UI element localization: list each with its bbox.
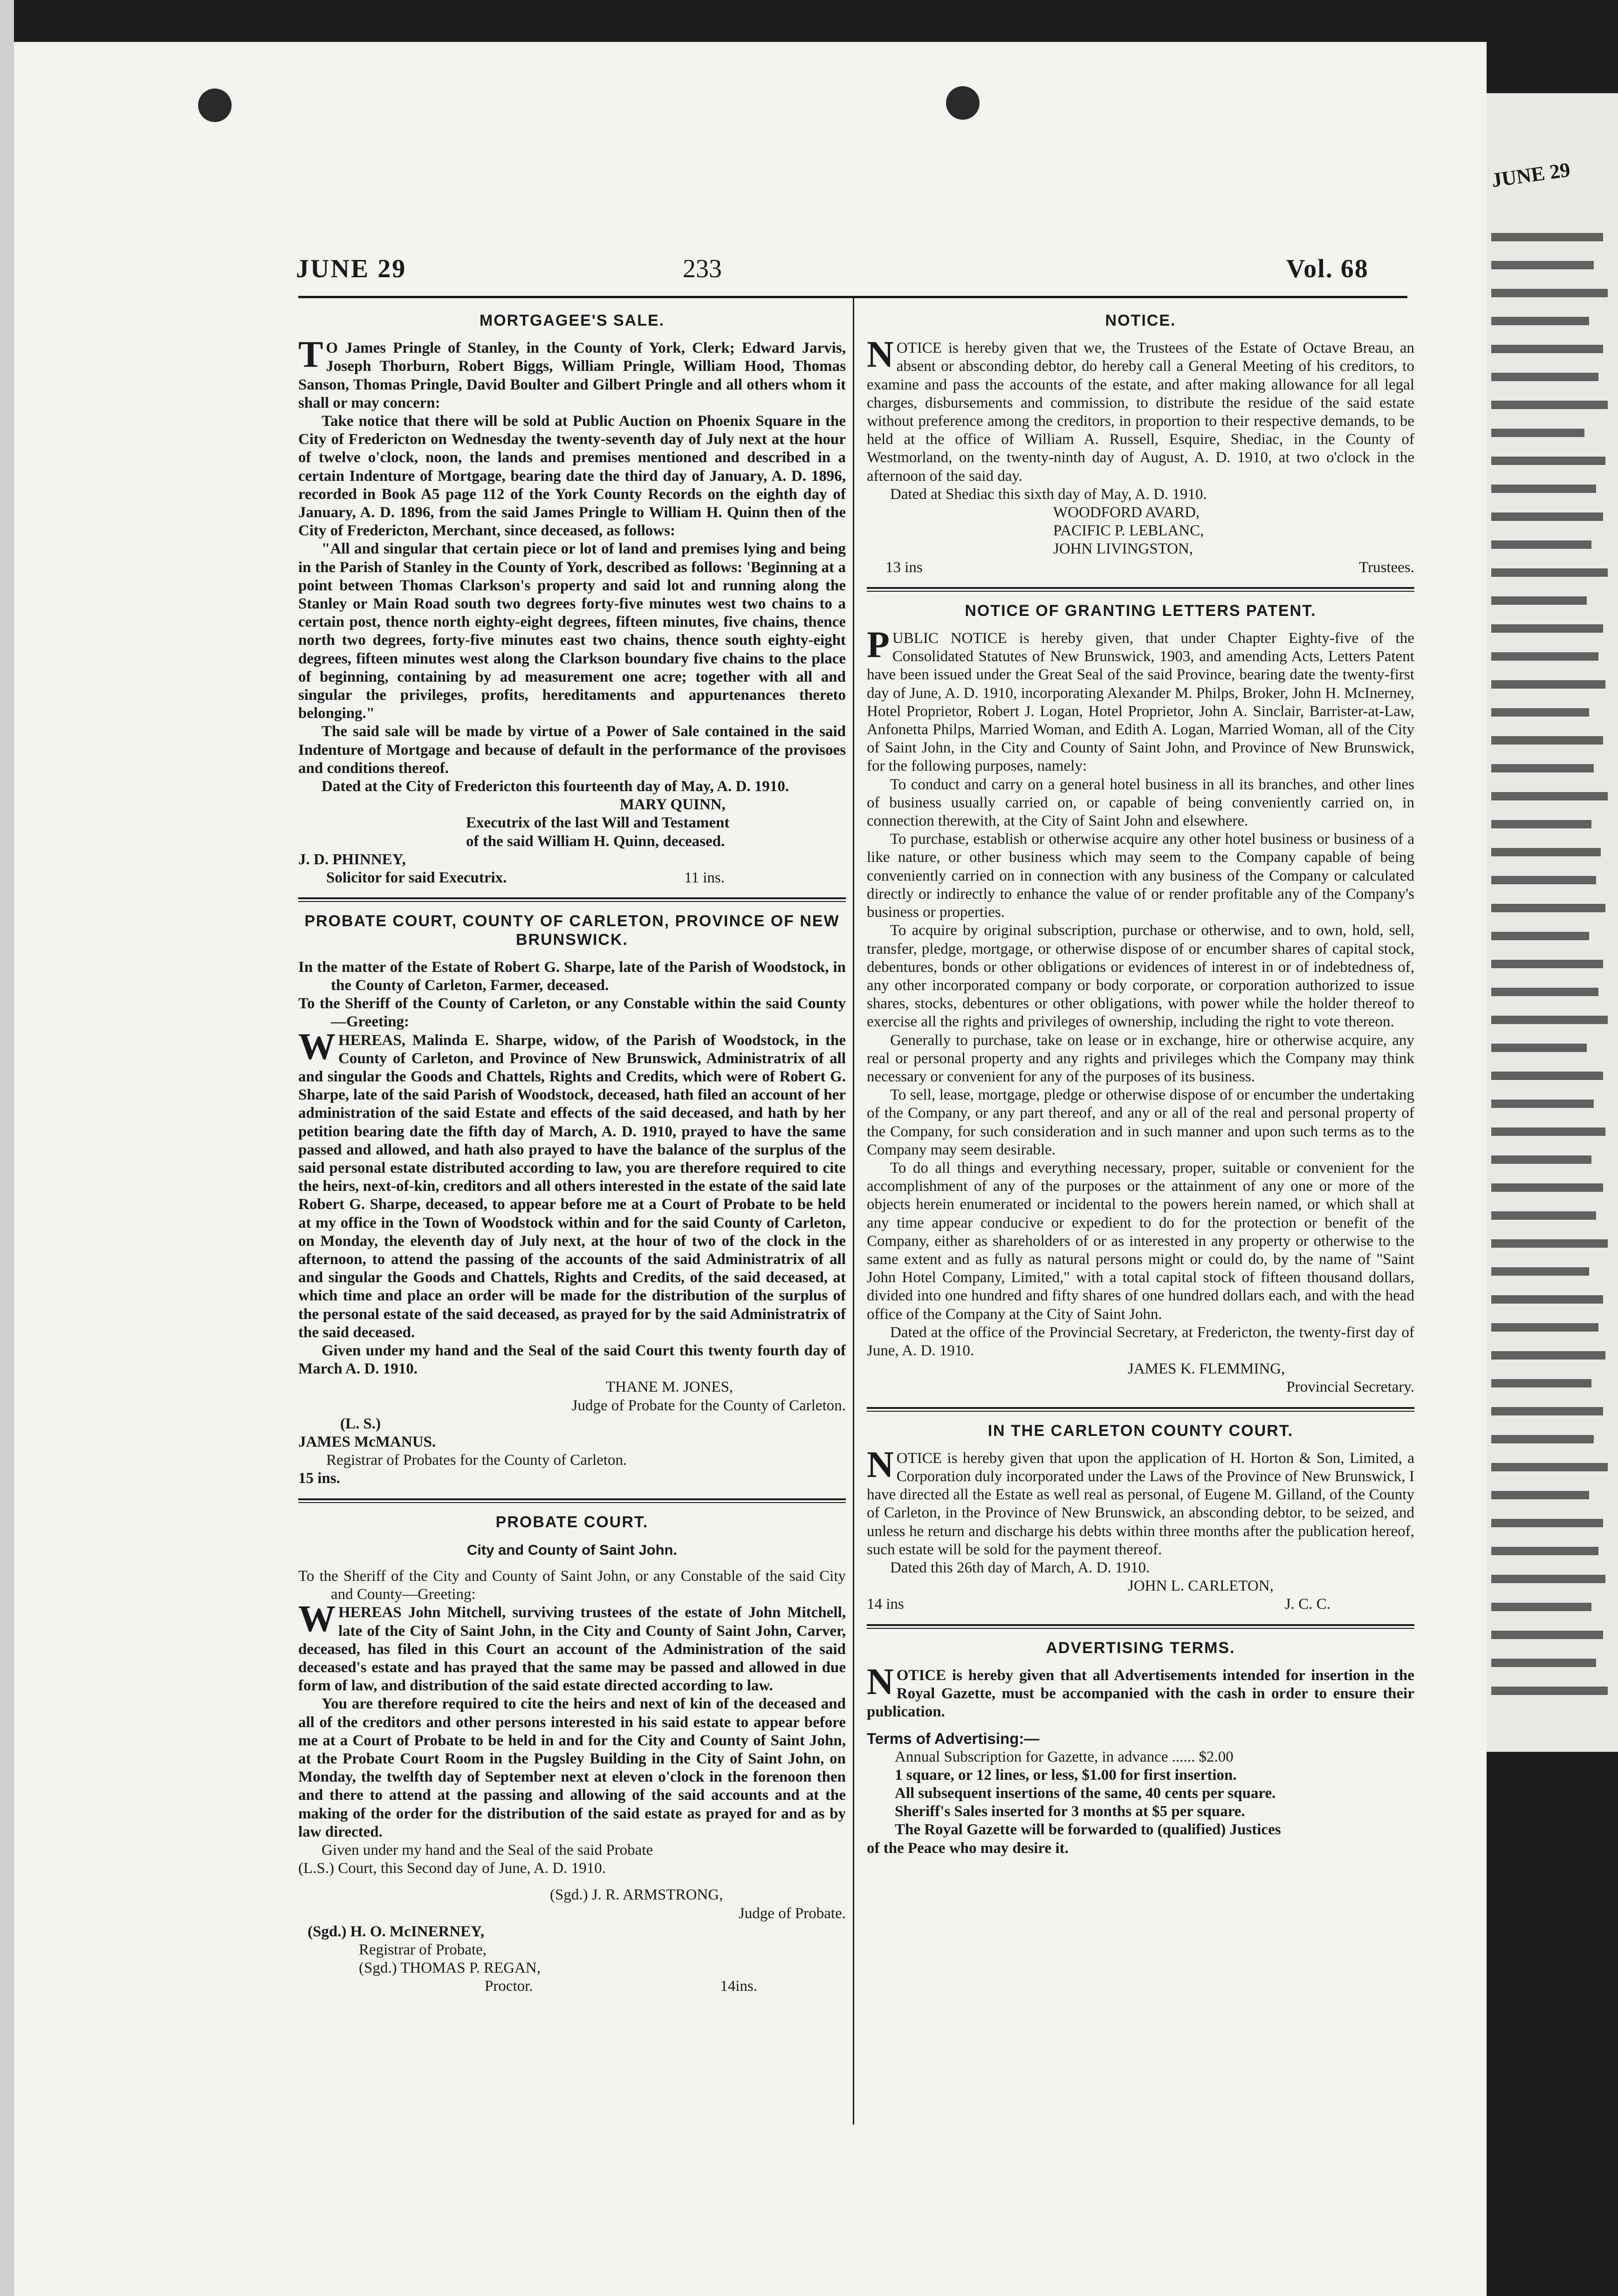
section-divider xyxy=(298,1498,846,1503)
advertising-terms-label: Terms of Advertising:— xyxy=(867,1730,1040,1748)
probate-stjohn-registrar-title: Registrar of Probate, xyxy=(359,1941,487,1959)
mortgagee-insertions: 11 ins. xyxy=(684,869,725,887)
notice-signatory-3: JOHN LIVINGSTON, xyxy=(1053,540,1193,558)
notice-trustees-label: Trustees. xyxy=(1359,559,1414,576)
probate-stjohn-subheading: City and County of Saint John. xyxy=(466,1541,678,1558)
carleton-court-signatory: JOHN L. CARLETON, xyxy=(1128,1578,1274,1595)
patent-para-3: To purchase, establish or otherwise acquire any other hotel business or business of a like nature, or other business which may seem to the Company capable of being conveniently carried on in connection with any business of the Company or calculated directly or indirectly to enhance the value of or render profitable any of the Company's business or properties. xyxy=(867,831,1414,921)
patent-para-8: Dated at the office of the Provincial Secretary, at Fredericton, the twenty-first day of June, A. D. 1910. xyxy=(867,1324,1414,1359)
section-divider xyxy=(867,1407,1414,1412)
mortgagee-addressees: TO James Pringle of Stanley, in the County of York, Clerk; Edward Jarvis, Joseph Thorburn, Robert Biggs, William Pringle, William Hood, Thomas Sanson, Thomas Pringle, David Boulter and Gilbert Pringle and all others whom it shall or may concern: xyxy=(298,334,846,411)
advertising-term-4: Sheriff's Sales inserted for 3 months at $5 per square. xyxy=(895,1803,1245,1820)
binding-edge xyxy=(0,0,14,2296)
carleton-court-body: NOTICE is hereby given that upon the application of H. Horton & Son, Limited, a Corporation duly incorporated under the Laws of the Province of New Brunswick, I have directed all the Estate as well real as personal, of Eugene M. Gilland, of the County of Carleton, in the Province of New Brunswick, an absconding debtor, to be seized, and unless he return and discharge his debts within three months after the publication hereof, such estate will be sold for the payment thereof. xyxy=(867,1444,1414,1558)
probate-carleton-heading: PROBATE COURT, COUNTY OF CARLETON, PROVINCE OF NEW BRUNSWICK. xyxy=(304,912,840,949)
patent-signatory: JAMES K. FLEMMING, xyxy=(1128,1360,1285,1378)
probate-stjohn-greeting: To the Sheriff of the City and County of Saint John, or any Constable of the said City and County—Greeting: xyxy=(298,1568,846,1603)
page-number: 233 xyxy=(683,254,722,283)
notice-signatory-1: WOODFORD AVARD, xyxy=(1053,504,1200,521)
patent-para-7: To do all things and everything necessary, proper, suitable or convenient for the accomplishment of any of the purposes or the attainment of any one or more of the objects herein enumerated or incidental to the powers herein named, or which shall at any time appear conducive or expedient to do for the protection or benefit of the Company, either as shareholders of or as interested in any property or otherwise to the same extent and as fully as natural persons might or could do, by the name of "Saint John Hotel Company, Limited," with a total capital stock of fifteen thousand dollars, divided into one hundred and fifty shares of one hundred dollars each, and with the head office of the Company at the City of Saint John. xyxy=(867,1159,1414,1323)
advertising-term-6: of the Peace who may desire it. xyxy=(867,1839,1069,1857)
notice-dated: Dated at Shediac this sixth day of May, A. D. 1910. xyxy=(890,485,1207,503)
section-divider xyxy=(867,1624,1414,1629)
adjacent-page-edge xyxy=(1487,93,1618,1752)
patent-para-6: To sell, lease, mortgage, pledge or otherwise dispose of or encumber the undertaking of the Company, or any part thereof, and any or all of the real and personal property of the Company, for such consideration and in such manner and upon such terms as to the Company may seem desirable. xyxy=(867,1086,1414,1158)
patent-para-2: To conduct and carry on a general hotel business in all its branches, and other lines of business usually carried on, or capable of being conveniently carried on, in connection therewith, at the City of Saint John and elsewhere. xyxy=(867,776,1414,830)
probate-carleton-insertions: 15 ins. xyxy=(298,1470,340,1487)
patent-para-4: To acquire by original subscription, purchase or otherwise, and to own, hold, sell, transfer, pledge, mortgage, or otherwise dispose of or encumber shares of capital stock, debentures, bonds or other obligations or evidences of interest in or of indebtedness of, any other incorporated company or body corporate, or corporation authorized to issue shares, stocks, debentures or other obligations, with power while the holder thereof to exercise all the rights and privileges of ownership, including the right to vote thereon. xyxy=(867,922,1414,1031)
mortgagee-signatory-title-2: of the said William H. Quinn, deceased. xyxy=(466,833,725,850)
right-column xyxy=(867,305,1414,1858)
column-rule xyxy=(853,298,854,2125)
section-divider xyxy=(867,587,1414,592)
notice-insertions: 13 ins xyxy=(885,559,923,576)
mortgagee-solicitor: J. D. PHINNEY, xyxy=(298,851,406,868)
mortgagee-heading: MORTGAGEE'S SALE. xyxy=(479,312,665,329)
probate-carleton-registrar-title: Registrar of Probates for the County of Carleton. xyxy=(326,1452,627,1469)
advertising-term-3: All subsequent insertions of the same, 40 cents per square. xyxy=(895,1785,1276,1802)
carleton-county-court-notice xyxy=(867,1422,1414,1614)
notice-body: NOTICE is hereby given that we, the Trustees of the Estate of Octave Breau, an absent or absconding debtor, do hereby call a General Meeting of his creditors, to examine and pass the accounts of the estate, and after making allowance for all legal charges, disbursements and commission, to distribute the residue of the said estate without preference among the creditors, in proportion to their respective demands, to be held at the office of William A. Russell, Esquire, Shediac, in the County of Westmorland, on the twenty-ninth day of August, A. D. 1910, at two o'clock in the afternoon of the said day. xyxy=(867,334,1414,485)
advertising-term-5: The Royal Gazette will be forwarded to (qualified) Justices xyxy=(895,1821,1281,1838)
carleton-court-dated: Dated this 26th day of March, A. D. 1910. xyxy=(890,1559,1150,1576)
probate-stjohn-judge: (Sgd.) J. R. ARMSTRONG, xyxy=(550,1886,723,1904)
probate-stjohn-whereas: WHEREAS John Mitchell, surviving trustees of the estate of John Mitchell, late of the City of Saint John, in the City and County of Saint John, Carver, deceased, has filed in this Court an account of the Administration of the said deceased's estate and has prayed that the same may be passed and allowed in due form of law, and distribution of the said estate directed according to law. xyxy=(298,1599,846,1695)
probate-carleton-notice xyxy=(298,912,846,1488)
notice-signatory-2: PACIFIC P. LEBLANC, xyxy=(1053,522,1204,540)
probate-stjohn-notice xyxy=(298,1513,846,1996)
mortgagee-solicitor-title: Solicitor for said Executrix. xyxy=(326,869,507,887)
volume-number: Vol. 68 xyxy=(1286,254,1369,283)
probate-carleton-seal: (L. S.) xyxy=(340,1415,381,1432)
mortgagee-para-4: The said sale will be made by virtue of a Power of Sale contained in the said Indenture of Mortgage and because of default in the performance of the provisoes and conditions thereof. xyxy=(298,723,846,777)
carleton-court-signatory-title: J. C. C. xyxy=(1284,1596,1330,1613)
probate-carleton-whereas: WHEREAS, Malinda E. Sharpe, widow, of the Parish of Woodstock, in the County of Carleton, and Province of New Brunswick, Administratrix of all and singular the Goods and Chattels, Rights and Credits, which were of Robert G. Sharpe, late of the said Parish of Woodstock, deceased, hath filed an account of her administration of the said Estate and effects of the said deceased, and hath by her petition bearing date the fifth day of March, A. D. 1910, prayed to have the same passed and allowed, and hath also prayed to have the balance of the surplus of the said personal estate distributed according to law, you are therefore required to cite the heirs, next-of-kin, creditors and all others interested in the estate of the said late Robert G. Sharpe, deceased, to appear before me at a Court of Probate to be held at my office in the Town of Woodstock within and for the said County of Carleton, on Monday, the eleventh day of July next, at the hour of two of the clock in the afternoon, to attend the passing of the accounts of the said Administratrix of all and singular the Goods and Chattels, Rights and Credits, of the said deceased, at which time and place an order will be made for the distribution of the surplus of the personal estate of the said deceased, as prayed for by the said Administratrix of the said deceased. xyxy=(298,1026,846,1341)
patent-para-1: PUBLIC NOTICE is hereby given, that under Chapter Eighty-five of the Consolidated Statutes of New Brunswick, 1903, and amending Acts, Letters Patent have been issued under the Great Seal of the said Province, bearing date the twenty-first day of June, A. D. 1910, incorporating Alexander M. Philps, Broker, John H. McInerney, Hotel Proprietor, Robert J. Logan, Hotel Proprietor, John A. Sinclair, Barrister-at-Law, Anfonetta Philps, Married Woman, and Edith A. Logan, Married Woman, all of the City of Saint John, in the City and County of Saint John, and Province of New Brunswick, for the following purposes, namely: xyxy=(867,624,1414,775)
mortgagee-para-3: "All and singular that certain piece or lot of land and premises lying and being in the Parish of Stanley in the County of York, described as follows: 'Beginning at a point between Thomas Clarkson's property and said lot and running along the Stanley or Main Road south two degrees forty-five minutes west two chains to a certain post, thence north eighty-eight degrees, fifteen minutes, five chains, thence north two degrees, forty-five minutes east two chains, thence south eighty-eight degrees, fifteen minutes west along the Clarkson boundary five chains to the place of beginning, containing by ad measurement one acre; together with all and singular the privileges, profits, hereditaments and appurtenances thereto belonging." xyxy=(298,540,846,722)
mortgagee-signatory: MARY QUINN, xyxy=(620,796,726,813)
mortgagee-para-5: Dated at the City of Fredericton this fourteenth day of May, A. D. 1910. xyxy=(322,778,789,795)
probate-stjohn-proctor-title: Proctor. xyxy=(485,1978,533,1995)
probate-stjohn-required: You are therefore required to cite the heirs and next of kin of the deceased and all of the creditors and other persons interested in his said estate to appear before me at a Court of Probate to be held in and for the City and County of Saint John, at the Probate Court Room in the Pugsley Building in the City of Saint John, on Monday, the twelfth day of September next at eleven o'clock in the forenoon then and there to attend at the passing and allowing of the said accounts and at the making of the order for the distribution of the said estate as prayed for and as by law directed. xyxy=(298,1695,846,1840)
carleton-court-heading: IN THE CARLETON COUNTY COURT. xyxy=(987,1421,1294,1440)
mortgagee-para-2: Take notice that there will be sold at Public Auction on Phoenix Square in the City of Fredericton on Wednesday the twenty-seventh day of July next at the hour of twelve o'clock, noon, the lands and premises mentioned and described in a certain Indenture of Mortgage, bearing date the third day of January, A. D. 1896, recorded in Book A5 page 112 of the York County Records on the eighth day of January, A. D. 1896, from the said James Pringle to William H. Quinn then of the City of Fredericton, Merchant, since deceased, as follows: xyxy=(298,413,846,540)
patent-signatory-title: Provincial Secretary. xyxy=(1286,1379,1414,1396)
left-column xyxy=(298,305,846,1996)
advertising-terms xyxy=(867,1639,1414,1858)
patent-heading: NOTICE OF GRANTING LETTERS PATENT. xyxy=(965,601,1316,620)
probate-stjohn-heading: PROBATE COURT. xyxy=(495,1513,649,1531)
letters-patent-notice xyxy=(867,602,1414,1397)
probate-stjohn-judge-title: Judge of Probate. xyxy=(738,1905,846,1922)
patent-para-5: Generally to purchase, take on lease or in exchange, hire or otherwise acquire, any real or personal property and any rights and privileges which the Company may think necessary or convenient for any of the purposes of its business. xyxy=(867,1032,1414,1085)
trustees-notice xyxy=(867,312,1414,577)
probate-carleton-given: Given under my hand and the Seal of the said Court this twenty fourth day of March A. D. 1910. xyxy=(298,1342,846,1378)
advertising-term-2: 1 square, or 12 lines, or less, $1.00 for first insertion. xyxy=(895,1766,1237,1784)
probate-stjohn-date: (L.S.) Court, this Second day of June, A. D. 1910. xyxy=(298,1860,606,1877)
probate-stjohn-given: Given under my hand and the Seal of the said Probate xyxy=(322,1842,653,1859)
advertising-term-1: Annual Subscription for Gazette, in advance ...... $2.00 xyxy=(895,1748,1234,1765)
section-divider xyxy=(298,897,846,902)
punch-hole-right xyxy=(946,86,980,120)
probate-stjohn-insertions: 14ins. xyxy=(720,1978,757,1995)
probate-stjohn-proctor: (Sgd.) THOMAS P. REGAN, xyxy=(359,1960,541,1977)
advertising-notice: NOTICE is hereby given that all Advertisements intended for insertion in the Royal Gazette, must be accompanied with the cash in order to ensure their publication. xyxy=(867,1661,1414,1721)
notice-heading: NOTICE. xyxy=(1105,312,1176,329)
probate-carleton-matter: In the matter of the Estate of Robert G. Sharpe, late of the Parish of Woodstock, in the County of Carleton, Farmer, deceased. xyxy=(298,958,846,994)
probate-carleton-judge: THANE M. JONES, xyxy=(606,1379,734,1396)
probate-carleton-registrar: JAMES McMANUS. xyxy=(298,1433,436,1450)
probate-stjohn-registrar: (Sgd.) H. O. McINERNEY, xyxy=(308,1923,485,1940)
edge-date: JUNE 29 xyxy=(1490,158,1572,192)
carleton-court-insertions: 14 ins xyxy=(867,1596,904,1613)
mortgagee-signatory-title-1: Executrix of the last Will and Testament xyxy=(466,814,730,832)
probate-carleton-greeting: To the Sheriff of the County of Carleton, or any Constable within the said County—Greeting: xyxy=(298,995,846,1031)
punch-hole-left xyxy=(198,89,232,122)
mortgagee-sale-notice xyxy=(298,312,846,887)
probate-carleton-judge-title: Judge of Probate for the County of Carleton. xyxy=(571,1397,846,1414)
advertising-heading: ADVERTISING TERMS. xyxy=(1046,1639,1235,1657)
header-date: JUNE 29 xyxy=(296,254,407,283)
